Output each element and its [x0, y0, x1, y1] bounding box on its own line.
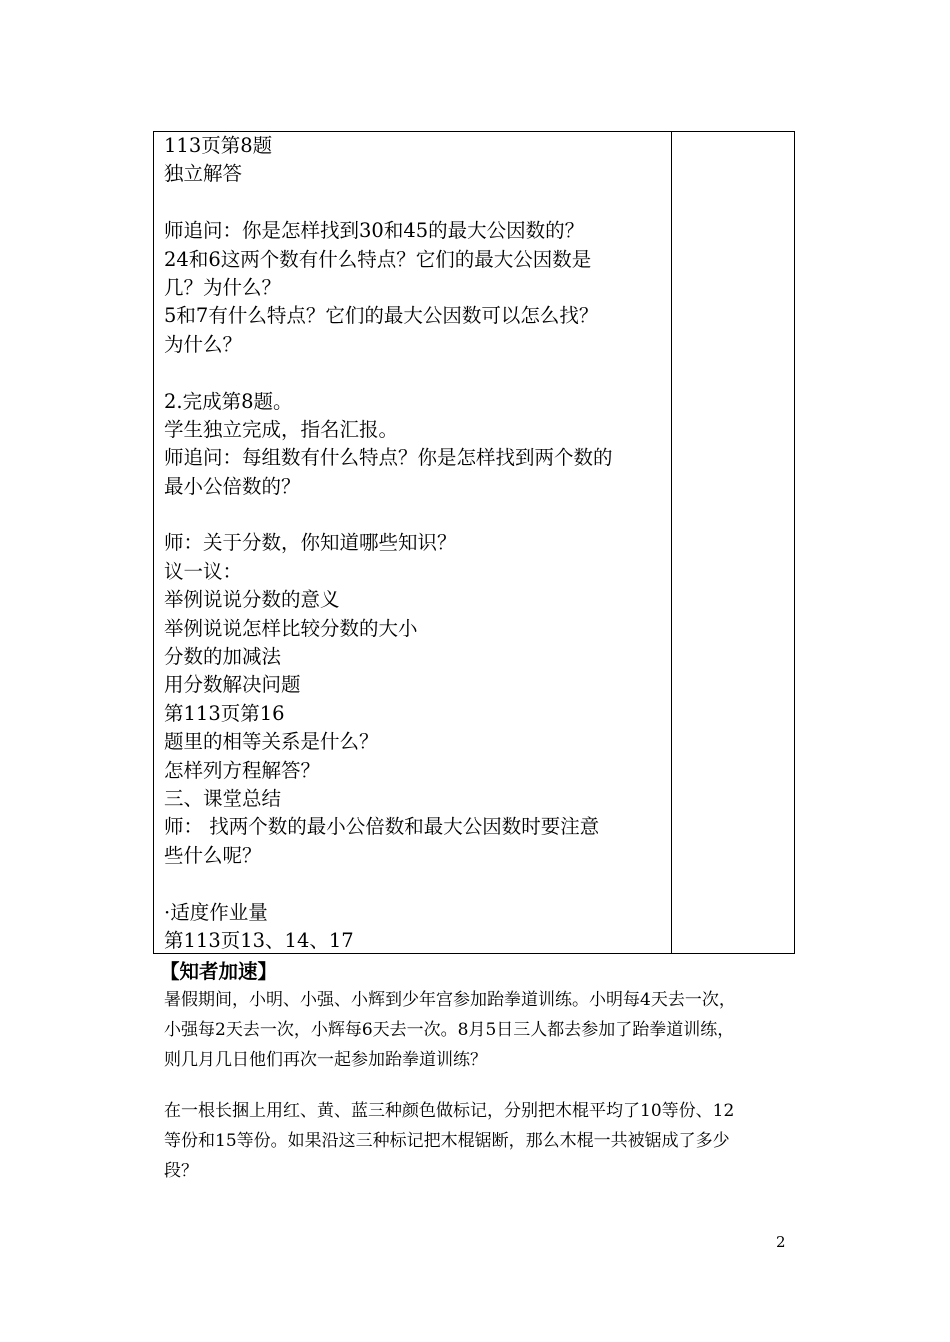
problem-1 [164, 985, 804, 1075]
note-line: 最小公倍数的？ [164, 474, 301, 498]
note-line: 议一议： [164, 559, 243, 583]
note-line: 第113页第16 [164, 701, 285, 725]
problem2-line: 段？ [164, 1161, 198, 1181]
note-line: 师追问：每组数有什么特点？你是怎样找到两个数的 [164, 446, 613, 470]
note-line: 几？为什么？ [164, 275, 282, 299]
note-line: 师追问：你是怎样找到30和45的最大公因数的？ [164, 219, 585, 243]
problem2-line: 等份和15等份。如果沿这三种标记把木棍锯断，那么木棍一共被锯成了多少 [164, 1131, 730, 1151]
note-line: 第113页13、14、17 [164, 928, 354, 952]
note-line: 三、课堂总结 [164, 786, 282, 810]
note-line: ·适度作业量 [164, 900, 268, 924]
note-line: 24和6这两个数有什么特点？它们的最大公因数是 [164, 247, 592, 271]
note-line [164, 359, 664, 387]
note-line [164, 870, 664, 898]
note-line: 为什么？ [164, 332, 243, 356]
note-line: 怎样列方程解答？ [164, 758, 321, 782]
lesson-notes-cell [164, 132, 664, 955]
problem-2 [164, 1096, 804, 1186]
note-line: 5和7有什么特点？它们的最大公因数可以怎么找？ [164, 304, 599, 328]
note-line: 学生独立完成，指名汇报。 [164, 417, 399, 441]
problem1-line: 暑假期间，小明、小强、小辉到少年宫参加跆拳道训练。小明每4天去一次， [164, 990, 736, 1010]
lesson-table [153, 131, 795, 954]
column-divider [671, 132, 672, 953]
problem1-line: 小强每2天去一次，小辉每6天去一次。8月5日三人都去参加了跆拳道训练， [164, 1020, 735, 1040]
section-heading: 【知者加速】 [160, 960, 278, 983]
problem2-line: 在一根长捆上用红、黄、蓝三种颜色做标记，分别把木棍平均了10等份、12 [164, 1101, 735, 1121]
note-line: 题里的相等关系是什么？ [164, 730, 379, 754]
note-line: 独立解答 [164, 162, 243, 186]
note-line: 113页第8题 [164, 134, 273, 157]
note-line: 些什么呢？ [164, 843, 262, 867]
note-line: 分数的加减法 [164, 645, 282, 669]
page-number: 2 [776, 1233, 786, 1251]
note-line [164, 189, 664, 217]
note-line: 师：关于分数，你知道哪些知识？ [164, 531, 457, 555]
note-line: 用分数解决问题 [164, 673, 301, 697]
note-line: 2.完成第8题。 [164, 389, 293, 413]
note-line: 举例说说怎样比较分数的大小 [164, 616, 418, 640]
note-line [164, 501, 664, 529]
note-line: 师： 找两个数的最小公倍数和最大公因数时要注意 [164, 815, 600, 839]
problem1-line: 则几月几日他们再次一起参加跆拳道训练？ [164, 1050, 487, 1070]
note-line: 举例说说分数的意义 [164, 588, 340, 612]
